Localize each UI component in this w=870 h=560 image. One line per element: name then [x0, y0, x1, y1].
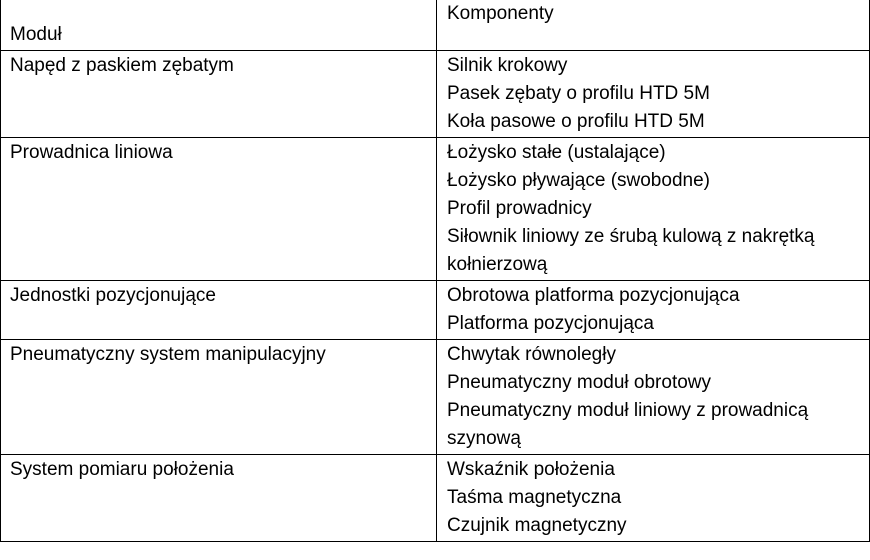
components-cell	[437, 340, 870, 455]
component-item: Obrotowa platforma pozycjonująca	[447, 285, 740, 306]
module-cell: Pneumatyczny system manipulacyjny	[1, 340, 437, 455]
components-cell	[437, 281, 870, 340]
table-header-row	[1, 0, 870, 51]
components-cell	[437, 51, 870, 138]
table-row	[1, 281, 870, 340]
module-cell: Napęd z paskiem zębatym	[1, 51, 437, 138]
components-cell	[437, 138, 870, 281]
component-item: Platforma pozycjonująca	[447, 313, 654, 334]
component-item: Pasek zębaty o profilu HTD 5M	[447, 83, 710, 104]
component-item: Czujnik magnetyczny	[447, 515, 627, 536]
component-item: Silnik krokowy	[447, 55, 568, 76]
column-header-components: Komponenty	[437, 0, 870, 51]
components-cell	[437, 455, 870, 542]
component-item: Siłownik liniowy ze śrubą kulową z nakrętką kołnierzową	[447, 226, 815, 275]
component-item: Taśma magnetyczna	[447, 487, 622, 508]
component-item: Wskaźnik położenia	[447, 459, 615, 480]
table-row	[1, 138, 870, 281]
component-item: Łożysko stałe (ustalające)	[447, 142, 666, 163]
component-item: Pneumatyczny moduł obrotowy	[447, 372, 712, 393]
component-item: Chwytak równoległy	[447, 344, 616, 365]
module-cell: Jednostki pozycjonujące	[1, 281, 437, 340]
component-item: Koła pasowe o profilu HTD 5M	[447, 111, 705, 132]
component-item: Profil prowadnicy	[447, 198, 592, 219]
component-item: Łożysko pływające (swobodne)	[447, 170, 710, 191]
table-row	[1, 340, 870, 455]
module-cell: System pomiaru położenia	[1, 455, 437, 542]
table-row	[1, 51, 870, 138]
table-row	[1, 455, 870, 542]
module-cell: Prowadnica liniowa	[1, 138, 437, 281]
column-header-module: Moduł	[1, 0, 437, 51]
component-item: Pneumatyczny moduł liniowy z prowadnicą szynową	[447, 400, 809, 449]
